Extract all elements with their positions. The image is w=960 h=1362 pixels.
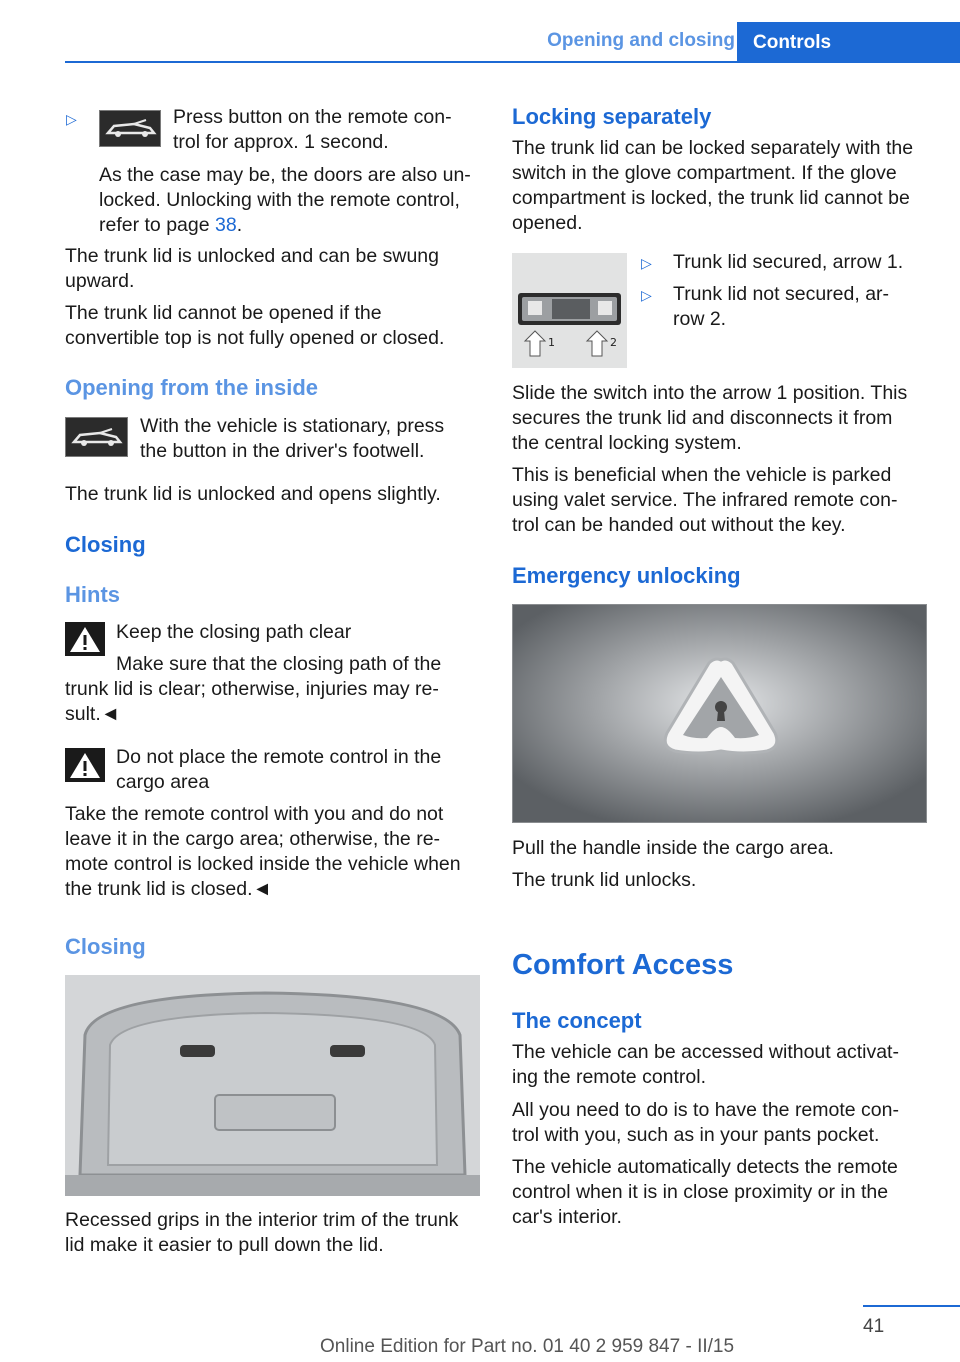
emergency-step1: Pull the handle inside the cargo area. [512,837,834,859]
heading-opening-inside: Opening from the inside [65,375,319,400]
heading-comfort-access: Comfort Access [512,949,734,981]
bullet-not-secured: Trunk lid not secured, ar- row 2. [673,283,890,330]
trunk-button-icon-2 [65,417,128,457]
concept-text-1: The vehicle can be accessed without activat- ing the remote control. [512,1041,899,1088]
remote-note-end: . [236,214,243,236]
heading-emergency-unlocking: Emergency unlocking [512,563,741,588]
header-rule [65,61,960,63]
page-number: 41 [863,1316,885,1337]
emergency-step2: The trunk lid unlocks. [512,869,697,891]
running-header-section: Opening and closing [547,30,735,51]
paragraph-convertible: The trunk lid cannot be opened if the convertible top is not fully opened or closed. [65,302,445,349]
heading-closing: Closing [65,532,146,557]
switch-arrow-label-1: 1 [548,336,555,349]
concept-text-3: The vehicle automatically detects the remote control when it is in close proximity or in the car's interior. [512,1156,898,1228]
warning2-title: Do not place the remote control in the cargo area [116,746,442,793]
heading-hints: Hints [65,582,120,607]
warning1-body: trunk lid is clear; otherwise, injuries may re- sult.◄ [65,678,439,725]
heading-the-concept: The concept [512,1008,642,1033]
slide-switch-text: Slide the switch into the arrow 1 position. This secures the trunk lid and disconnects it from the central locking system. [512,382,908,454]
remote-note [99,163,479,238]
footer-edition: Online Edition for Part no. 01 40 2 959 847 - II/15 [320,1336,735,1357]
heading-locking-separately: Locking separately [512,104,712,129]
warning2-body: Take the remote control with you and do not leave it in the cargo area; otherwise, the re- mote control is locked inside the vehicle when the trunk lid is closed.◄ [65,803,461,900]
closing-caption: Recessed grips in the interior trim of the trunk lid make it easier to pull down the lid. [65,1209,459,1256]
page-reference-link[interactable]: 38 [215,214,237,236]
paragraph-unlocked: The trunk lid is unlocked and can be swung upward. [65,245,439,292]
bullet-secured: Trunk lid secured, arrow 1. [673,251,904,273]
trunk-button-icon [99,110,161,147]
switch-arrow-label-2: 2 [610,336,617,349]
bullet-triangle-icon: ▷ [641,287,652,303]
inside-text: With the vehicle is stationary, press the button in the driver's footwell. [140,415,445,462]
warning-triangle-icon [65,622,105,661]
remote-note-text: As the case may be, the doors are also un- locked. Unlocking with the remote control, refer to page [99,164,471,236]
warning1-title: Keep the closing path clear [116,621,352,643]
remote-step-text: Press button on the remote con- trol for approx. 1 second. [173,106,452,153]
warning1-body-start: Make sure that the closing path of the [116,653,442,675]
running-header-tab: Controls [737,22,960,62]
glove-switch-image [512,253,627,368]
inside-result: The trunk lid is unlocked and opens slightly. [65,483,441,505]
bullet-triangle-icon: ▷ [66,111,77,127]
heading-closing-2: Closing [65,934,146,959]
emergency-handle-image [512,604,927,823]
locking-text: The trunk lid can be locked separately with the switch in the glove compartment. If the glove compartment is locked, the trunk lid cannot be opened. [512,137,914,234]
valet-text: This is beneficial when the vehicle is parked using valet service. The infrared remote con- trol can be handed out without the key. [512,464,898,536]
warning-triangle-icon-2 [65,748,105,787]
footer-rule [863,1305,960,1307]
concept-text-2: All you need to do is to have the remote con- trol with you, such as in your pants pocket. [512,1099,899,1146]
bullet-triangle-icon: ▷ [641,255,652,271]
trunk-lid-interior-image [65,975,480,1196]
